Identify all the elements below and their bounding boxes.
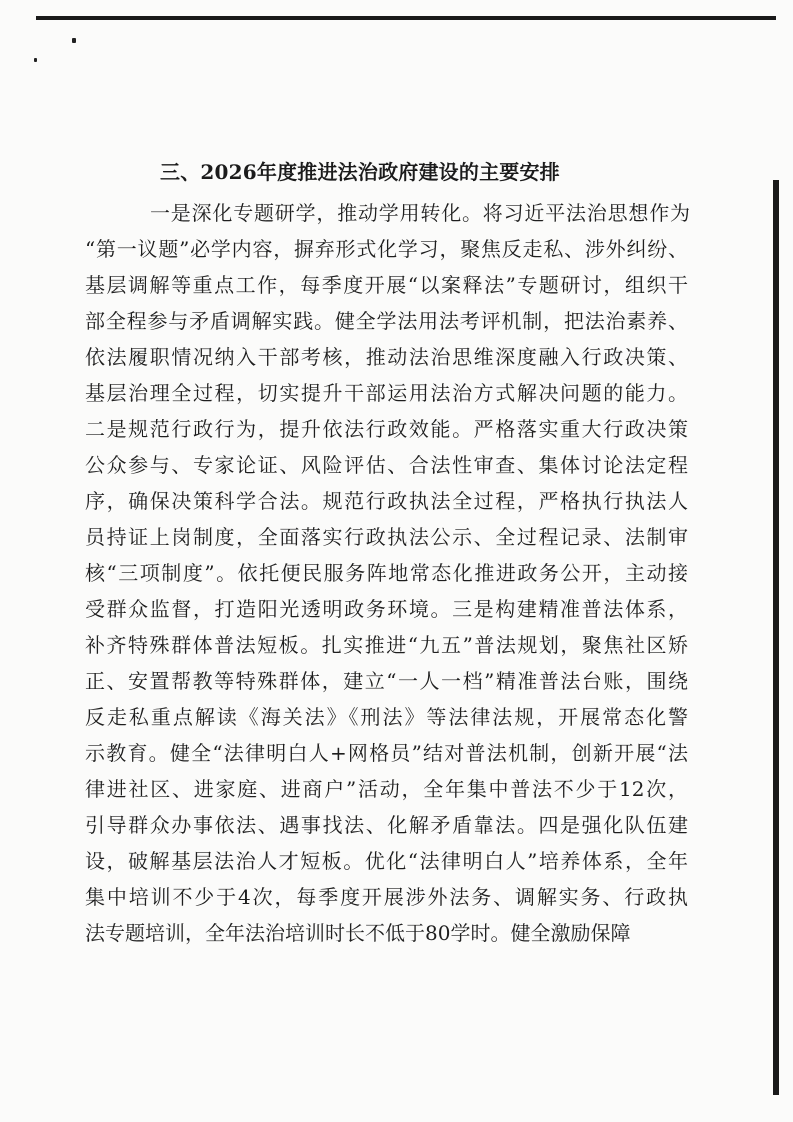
- text-line: “第一议题”必学内容，摒弃形式化学习，聚焦反走私、涉外纠纷、: [85, 237, 688, 261]
- text-line: 示教育。健全“法律明白人+网格员”结对普法机制，创新开展“法: [85, 741, 688, 765]
- text-line: 法专题培训，全年法治培训时长不低于80学时。健全激励保障: [85, 921, 631, 945]
- text-line: 部全程参与矛盾调解实践。健全学法用法考评机制，把法治素养、: [85, 309, 688, 333]
- text-line: 公众参与、专家论证、风险评估、合法性审查、集体讨论法定程: [85, 453, 688, 477]
- text-line: 基层调解等重点工作，每季度开展“以案释法”专题研讨，组织干: [85, 273, 688, 297]
- text-line: 二是规范行政行为，提升依法行政效能。严格落实重大行政决策: [85, 417, 688, 441]
- text-line: 引导群众办事依法、遇事找法、化解矛盾靠法。四是强化队伍建: [85, 813, 688, 837]
- text-line: 一是深化专题研学，推动学用转化。将习近平法治思想作为: [150, 201, 690, 225]
- text-line: 核“三项制度”。依托便民服务阵地常态化推进政务公开，主动接: [85, 561, 688, 585]
- text-line: 律进社区、进家庭、进商户”活动，全年集中普法不少于12次，: [85, 777, 688, 801]
- section-heading: 三、2026年度推进法治政府建设的主要安排: [160, 160, 560, 184]
- text-line: 集中培训不少于4次，每季度开展涉外法务、调解实务、行政执: [85, 885, 688, 909]
- text-line: 员持证上岗制度，全面落实行政执法公示、全过程记录、法制审: [85, 525, 688, 549]
- text-line: 补齐特殊群体普法短板。扎实推进“九五”普法规划，聚焦社区矫: [85, 633, 688, 657]
- text-line: 反走私重点解读《海关法》《刑法》等法律法规，开展常态化警: [85, 705, 688, 729]
- text-line: 设，破解基层法治人才短板。优化“法律明白人”培养体系，全年: [85, 849, 688, 873]
- text-line: 依法履职情况纳入干部考核，推动法治思维深度融入行政决策、: [85, 345, 688, 369]
- text-line: 序，确保决策科学合法。规范行政执法全过程，严格执行执法人: [85, 489, 688, 513]
- text-line: 正、安置帮教等特殊群体，建立“一人一档”精准普法台账，围绕: [85, 669, 688, 693]
- text-line: 基层治理全过程，切实提升干部运用法治方式解决问题的能力。: [85, 381, 688, 405]
- text-line: 受群众监督，打造阳光透明政务环境。三是构建精准普法体系，: [85, 597, 688, 621]
